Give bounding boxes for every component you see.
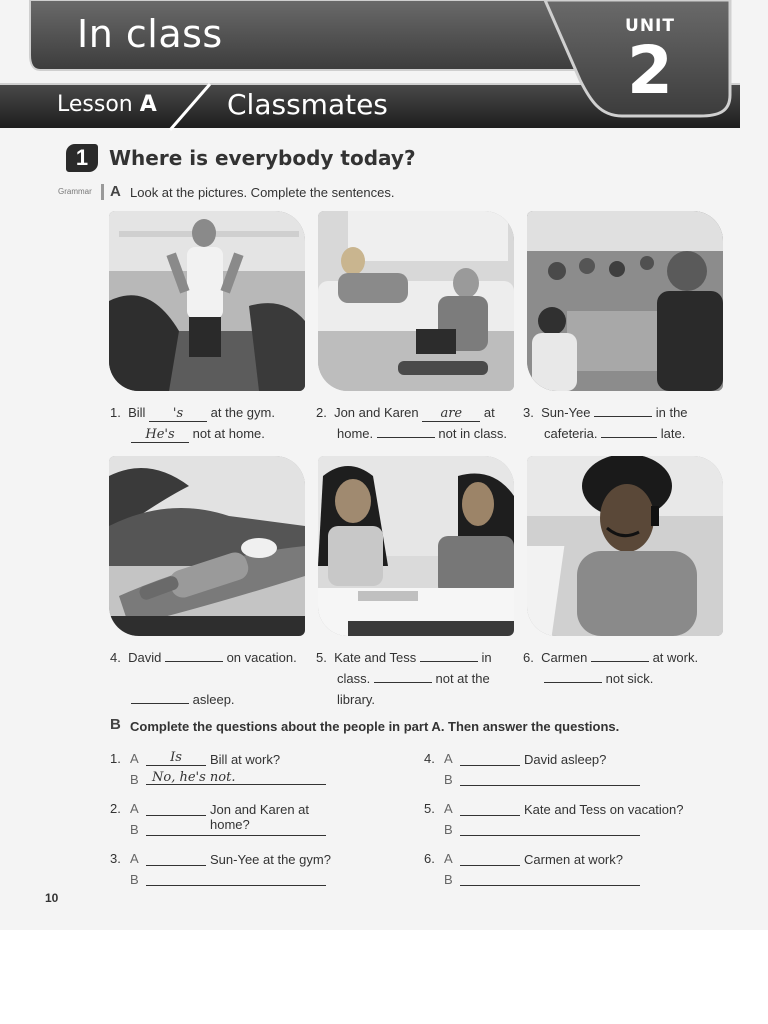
answer-blank[interactable]: are: [422, 407, 480, 422]
section-number-badge: 1: [66, 144, 98, 172]
answer-line[interactable]: [146, 871, 326, 886]
part-a-letter: A: [110, 183, 121, 200]
item-text: Jon and Karen: [334, 405, 419, 420]
question-blank[interactable]: Is: [146, 751, 206, 766]
question-text: Kate and Tess on vacation?: [524, 802, 684, 817]
question-blank[interactable]: [146, 851, 206, 866]
sentence-item-5: [316, 647, 521, 710]
item-number: 1.: [110, 405, 121, 420]
item-text: Carmen: [541, 650, 588, 665]
sentence-item-6: [523, 647, 728, 689]
item-text: not sick.: [605, 671, 654, 686]
item-text: late.: [660, 426, 686, 441]
item-text: at work.: [652, 650, 699, 665]
answer-blank[interactable]: [594, 402, 652, 417]
cafeteria-photo: [527, 211, 723, 391]
answer-blank[interactable]: [420, 647, 478, 662]
question-1: [110, 751, 340, 791]
home-couch-photo: [318, 211, 514, 391]
item-number: 4.: [110, 650, 121, 665]
part-a-instruction: Look at the pictures. Complete the sentences.: [130, 185, 395, 200]
item-number: 3.: [523, 405, 534, 420]
item-text: at the gym.: [210, 405, 275, 420]
question-text: Jon and Karen at home?: [210, 802, 310, 832]
question-number: 2.: [110, 801, 121, 816]
question-text: Bill at work?: [210, 752, 281, 767]
a-label: A: [444, 851, 453, 866]
item-text: at: [483, 405, 495, 420]
unit-header: [0, 0, 768, 135]
answer-line[interactable]: [460, 821, 640, 836]
lesson-prefix: Lesson: [57, 92, 140, 117]
question-number: 5.: [424, 801, 435, 816]
b-label: B: [130, 822, 139, 837]
b-label: B: [444, 872, 453, 887]
item-text: in the: [655, 405, 688, 420]
unit-title: In class: [77, 12, 223, 56]
item-text: on vacation.: [226, 650, 297, 665]
sentence-item-1: [110, 402, 310, 444]
lesson-title: Classmates: [227, 88, 388, 121]
item-text: David: [128, 650, 162, 665]
answer-blank[interactable]: [601, 423, 657, 438]
item-text: not in class.: [438, 426, 508, 441]
item-number: 6.: [523, 650, 534, 665]
grammar-divider: [101, 184, 104, 200]
question-6: [424, 851, 664, 891]
answer-line[interactable]: [460, 871, 640, 886]
unit-label: UNIT: [625, 16, 675, 36]
question-text: David asleep?: [524, 752, 607, 767]
answer-line[interactable]: [146, 821, 326, 836]
item-text: not at home.: [192, 426, 265, 441]
headset-work-photo: [527, 456, 723, 636]
question-4: [424, 751, 664, 791]
answer-blank[interactable]: [377, 423, 435, 438]
answer-blank[interactable]: He's: [131, 428, 189, 443]
item-number: 5.: [316, 650, 327, 665]
a-label: A: [130, 751, 139, 766]
item-text: asleep.: [192, 692, 235, 707]
item-text: class.: [337, 671, 371, 686]
a-label: A: [130, 851, 139, 866]
lesson-label: [57, 92, 157, 117]
question-number: 4.: [424, 751, 435, 766]
grammar-tag: Grammar: [58, 187, 92, 196]
part-b-instruction: Complete the questions about the people in part A. Then answer the questions.: [130, 719, 620, 734]
question-5: [424, 801, 694, 841]
b-label: B: [444, 822, 453, 837]
question-number: 6.: [424, 851, 435, 866]
b-label: B: [130, 772, 139, 787]
b-label: B: [444, 772, 453, 787]
a-label: A: [444, 751, 453, 766]
hammock-vacation-photo: [109, 456, 305, 636]
question-2: [110, 801, 340, 841]
sentence-item-3: [523, 402, 723, 444]
item-text: Sun-Yee: [541, 405, 591, 420]
b-label: B: [130, 872, 139, 887]
question-3: [110, 851, 340, 891]
item-text: in: [481, 650, 492, 665]
answer-line[interactable]: No, he's not.: [146, 771, 326, 785]
answer-blank[interactable]: [374, 668, 432, 683]
question-blank[interactable]: [460, 801, 520, 816]
question-text: Sun-Yee at the gym?: [210, 852, 331, 867]
answer-blank[interactable]: [131, 689, 189, 704]
sentence-item-2: [316, 402, 521, 444]
answer-blank[interactable]: [544, 668, 602, 683]
item-text: Kate and Tess: [334, 650, 417, 665]
section-title: Where is everybody today?: [109, 146, 416, 170]
question-blank[interactable]: [146, 801, 206, 816]
item-text: Bill: [128, 405, 146, 420]
item-number: 2.: [316, 405, 327, 420]
question-number: 3.: [110, 851, 121, 866]
gym-photo: [109, 211, 305, 391]
question-number: 1.: [110, 751, 121, 766]
unit-number: 2: [627, 32, 673, 109]
a-label: A: [444, 801, 453, 816]
answer-blank[interactable]: 's: [149, 407, 207, 422]
item-text: cafeteria.: [544, 426, 598, 441]
item-text: library.: [337, 692, 376, 707]
library-study-photo: [318, 456, 514, 636]
answer-blank[interactable]: [165, 647, 223, 662]
question-blank[interactable]: [460, 851, 520, 866]
part-b-letter: B: [110, 716, 121, 733]
sentence-item-4: [110, 647, 315, 710]
question-text: Carmen at work?: [524, 852, 623, 867]
item-text: home.: [337, 426, 374, 441]
question-blank[interactable]: [460, 751, 520, 766]
answer-blank[interactable]: [591, 647, 649, 662]
answer-line[interactable]: [460, 771, 640, 786]
page-number: 10: [45, 891, 59, 905]
lesson-letter: A: [139, 92, 157, 117]
item-text: not at the: [435, 671, 490, 686]
a-label: A: [130, 801, 139, 816]
